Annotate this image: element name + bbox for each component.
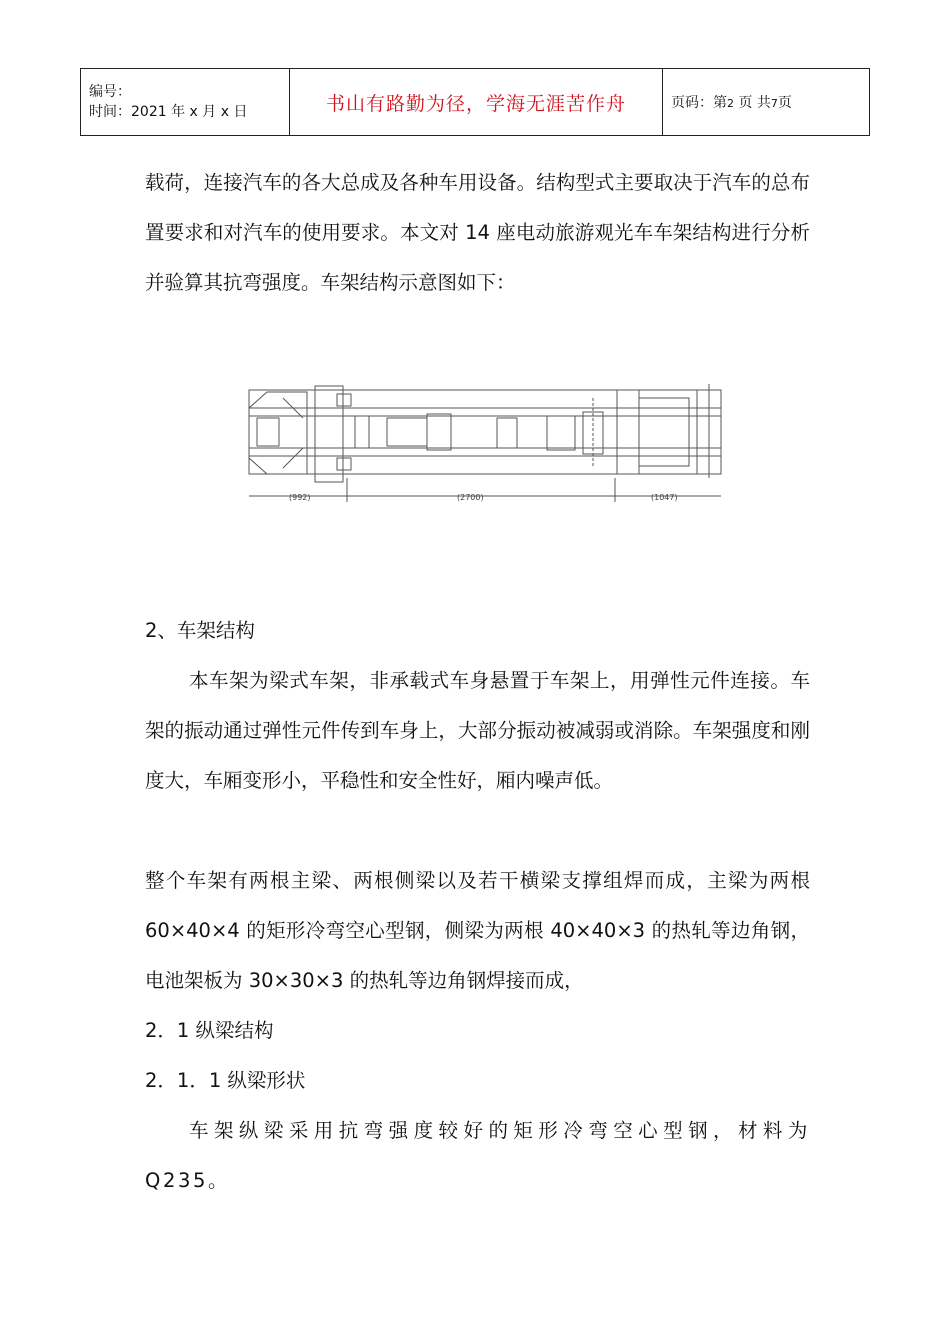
section-2-1-1-heading: 2．1．1 纵梁形状 — [145, 1069, 306, 1092]
page-indicator: 页码：第2 页 共7页 — [663, 69, 870, 136]
motto: 书山有路勤为径，学海无涯苦作舟 — [290, 69, 663, 136]
intro-paragraph: 载荷，连接汽车的各大总成及各种车用设备。结构型式主要取决于汽车的总布置要求和对汽车的使用要求。本文对 14 座电动旅游观光车车架结构进行分析并验算其抗弯强度。车架结构示意图如下： — [145, 171, 810, 294]
dim-rear-label: (1047) — [651, 493, 678, 502]
header-table — [80, 68, 870, 136]
section-2-heading: 2、车架结构 — [145, 619, 255, 642]
frame-structure-diagram — [247, 378, 725, 506]
section-2-1-1-paragraph: 车架纵梁采用抗弯强度较好的矩形冷弯空心型钢，材料为Q235。 — [145, 1119, 810, 1192]
time-label: 时间：2021 年 x 月 x 日 — [89, 104, 248, 120]
page-current: 2 — [727, 97, 734, 110]
dim-front-label: (992) — [289, 493, 311, 502]
page-total: 7 — [770, 97, 778, 110]
number-label: 编号： — [89, 84, 131, 100]
dim-wheelbase-label: (2700) — [457, 493, 484, 502]
section-2-paragraph-2: 整个车架有两根主梁、两根侧梁以及若干横梁支撑组焊而成，主梁为两根 60×40×4 的矩形冷弯空心型钢，侧梁为两根 40×40×3 的热轧等边角钢，电池架板为 30×30×3 的热轧等边角钢焊接而成， — [145, 869, 810, 992]
section-2-1-heading: 2．1 纵梁结构 — [145, 1019, 274, 1042]
section-2-paragraph-1: 本车架为梁式车架，非承载式车身悬置于车架上，用弹性元件连接。车架的振动通过弹性元件传到车身上，大部分振动被减弱或消除。车架强度和刚度大，车厢变形小，平稳性和安全性好，厢内噪声低。 — [145, 669, 810, 792]
frame-outline — [249, 390, 721, 474]
header-info-cell — [81, 69, 290, 136]
